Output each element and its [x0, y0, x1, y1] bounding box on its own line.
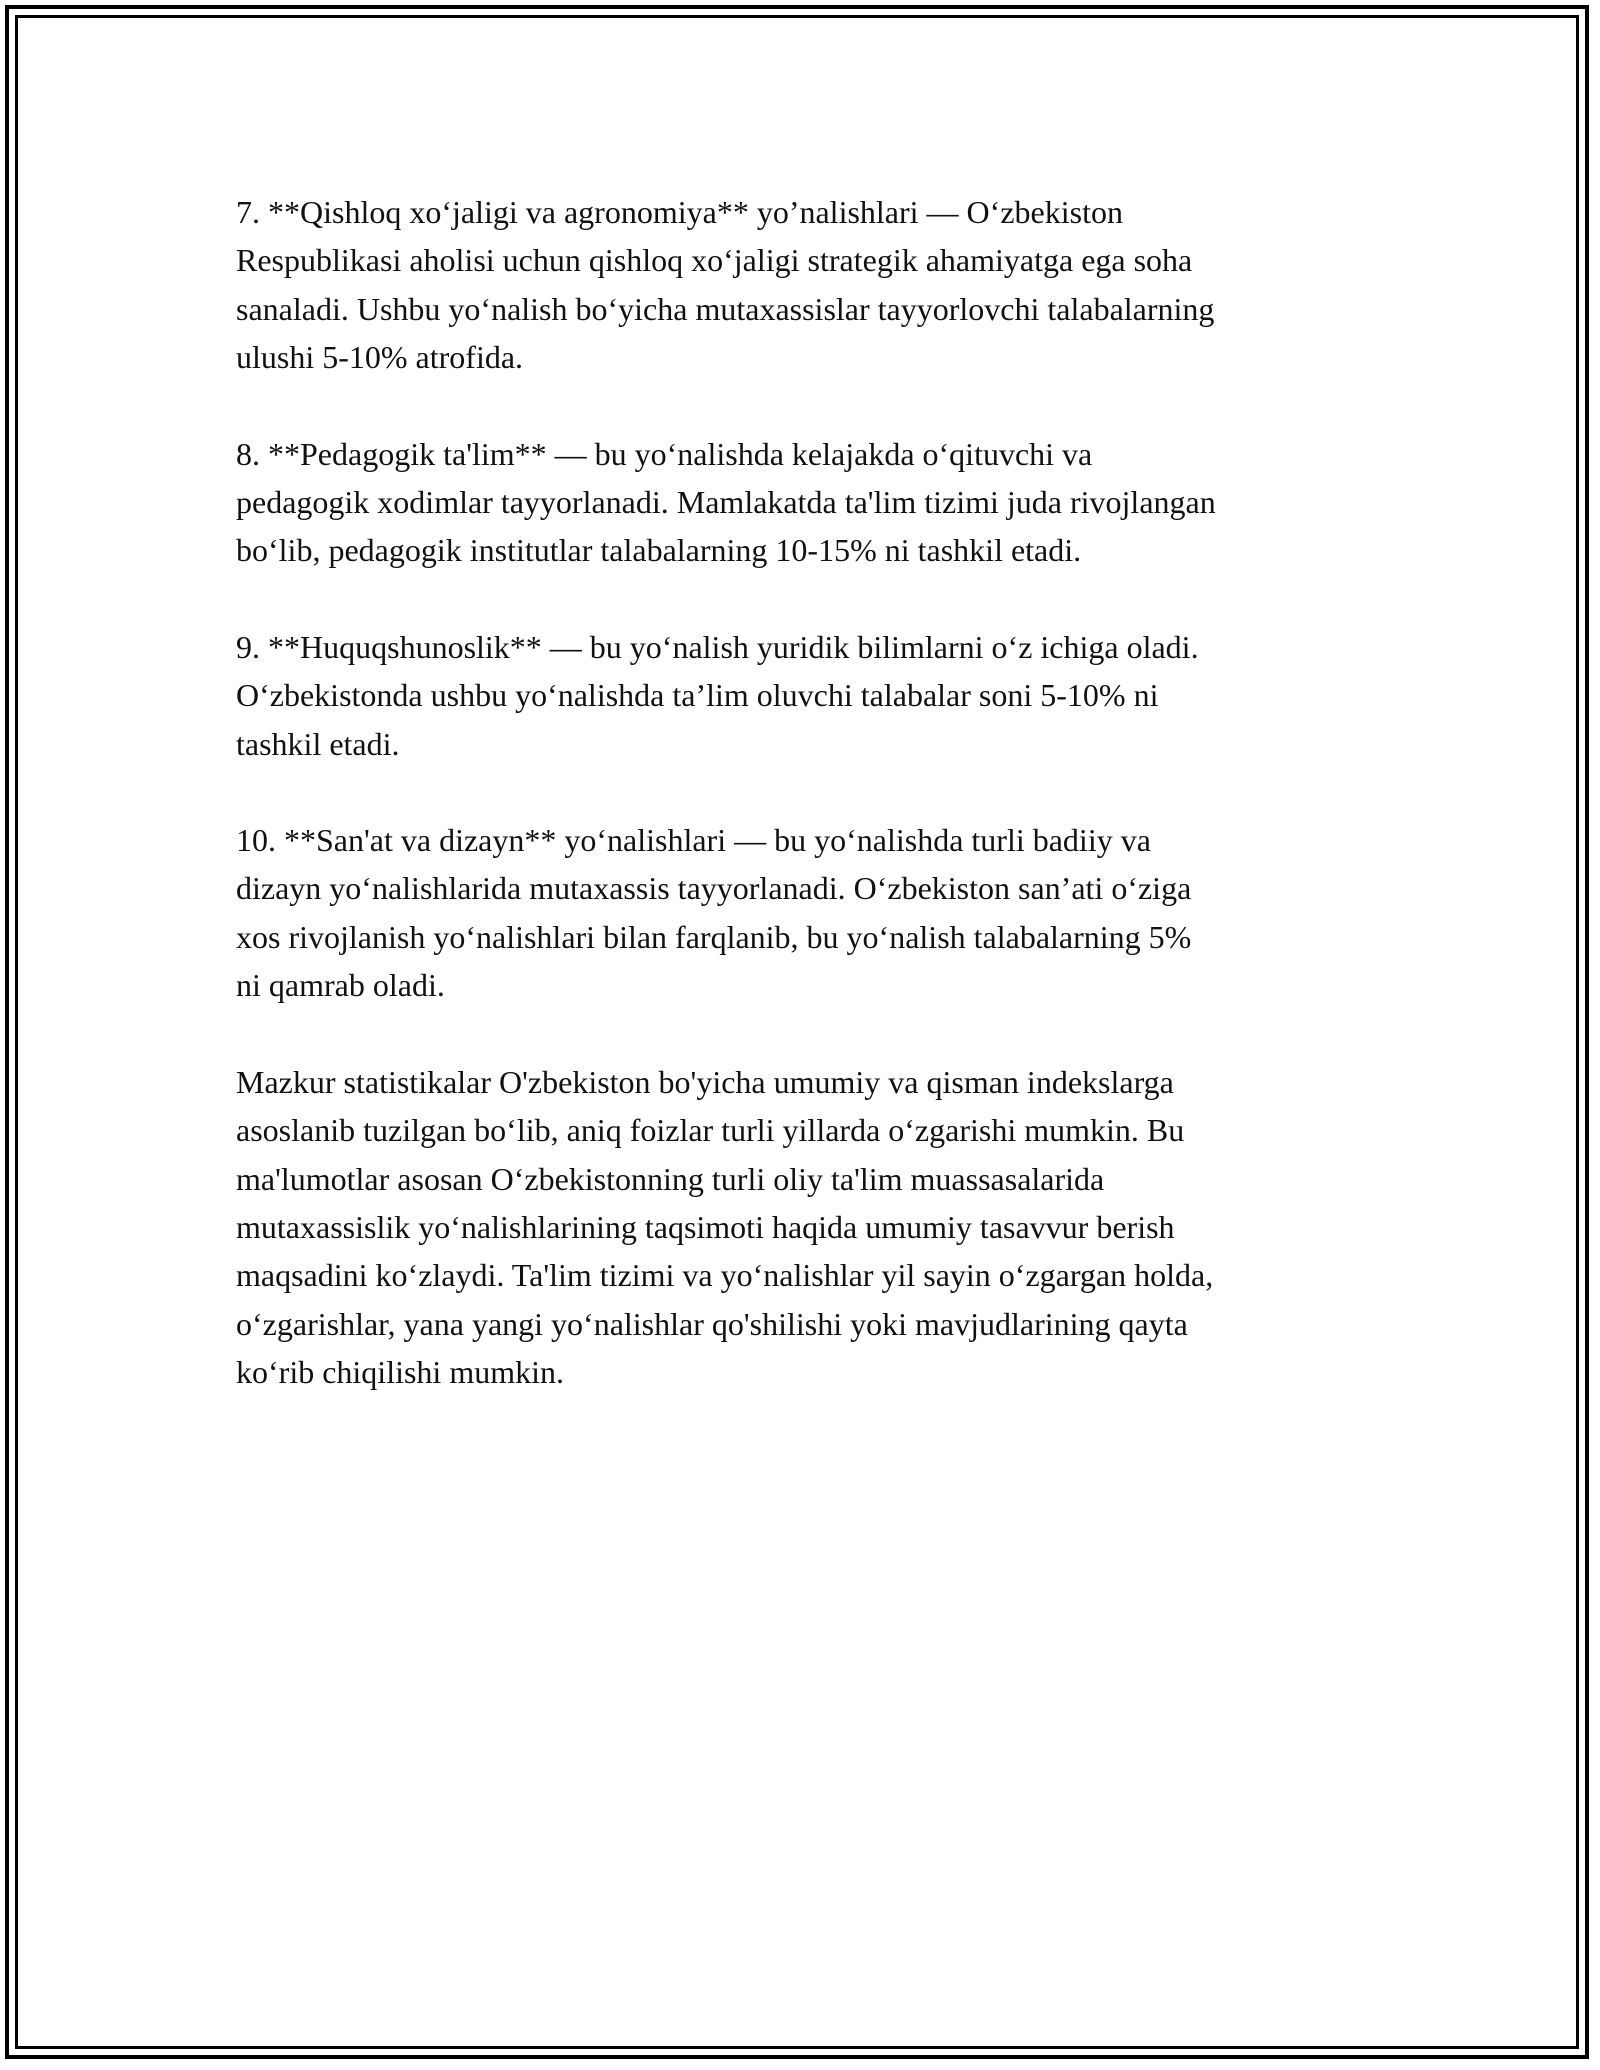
text-line: maqsadini ko‘zlaydi. Ta'lim tizimi va yo‘nalishlar yil sayin o‘zgargan holda,	[236, 1257, 1214, 1294]
text-line: ko‘rib chiqilishi mumkin.	[236, 1354, 564, 1391]
paragraph-item-10	[236, 816, 1366, 1010]
text-line: asoslanib tuzilgan bo‘lib, aniq foizlar turli yillarda o‘zgarishi mumkin. Bu	[236, 1112, 1185, 1149]
text-line: Mazkur statistikalar O'zbekiston bo'yicha umumiy va qisman indekslarga	[236, 1063, 1174, 1100]
text-line: pedagogik xodimlar tayyorlanadi. Mamlakatda ta'lim tizimi juda rivojlangan	[236, 484, 1216, 521]
text-line: ma'lumotlar asosan O‘zbekistonning turli oliy ta'lim muassasalarida	[236, 1160, 1105, 1197]
paragraph-item-8	[236, 430, 1366, 575]
text-line: xos rivojlanish yo‘nalishlari bilan farqlanib, bu yo‘nalish talabalarning 5%	[236, 918, 1192, 955]
text-line: Respublikasi aholisi uchun qishloq xo‘jaligi strategik ahamiyatga ega soha	[236, 242, 1193, 279]
text-line: 9. **Huquqshunoslik** — bu yo‘nalish yuridik bilimlarni o‘z ichiga oladi.	[236, 628, 1199, 665]
text-line: 10. **San'at va dizayn** yo‘nalishlari — bu yo‘nalishda turli badiiy va	[236, 822, 1151, 859]
paragraph-item-7	[236, 188, 1366, 382]
text-line: bo‘lib, pedagogik institutlar talabalarning 10-15% ni tashkil etadi.	[236, 532, 1082, 569]
text-line: 8. **Pedagogik ta'lim** — bu yo‘nalishda kelajakda o‘qituvchi va	[236, 435, 1093, 472]
text-line: mutaxassislik yo‘nalishlarining taqsimoti haqida umumiy tasavvur berish	[236, 1208, 1175, 1245]
text-line: dizayn yo‘nalishlarida mutaxassis tayyorlanadi. O‘zbekiston san’ati o‘ziga	[236, 870, 1192, 907]
text-line: o‘zgarishlar, yana yangi yo‘nalishlar qo'shilishi yoki mavjudlarining qayta	[236, 1305, 1188, 1342]
paragraph-conclusion	[236, 1058, 1366, 1397]
text-line: sanaladi. Ushbu yo‘nalish bo‘yicha mutaxassislar tayyorlovchi talabalarning	[236, 290, 1215, 327]
text-line: ni qamrab oladi.	[236, 967, 445, 1004]
text-line: ulushi 5-10% atrofida.	[236, 339, 524, 376]
text-line: tashkil etadi.	[236, 725, 400, 762]
text-line: 7. **Qishloq xo‘jaligi va agronomiya** yo’nalishlari — O‘zbekiston	[236, 194, 1123, 230]
text-line: O‘zbekistonda ushbu yo‘nalishda ta’lim oluvchi talabalar soni 5-10% ni	[236, 677, 1159, 714]
paragraph-item-9	[236, 623, 1366, 768]
document-body	[236, 188, 1366, 1445]
